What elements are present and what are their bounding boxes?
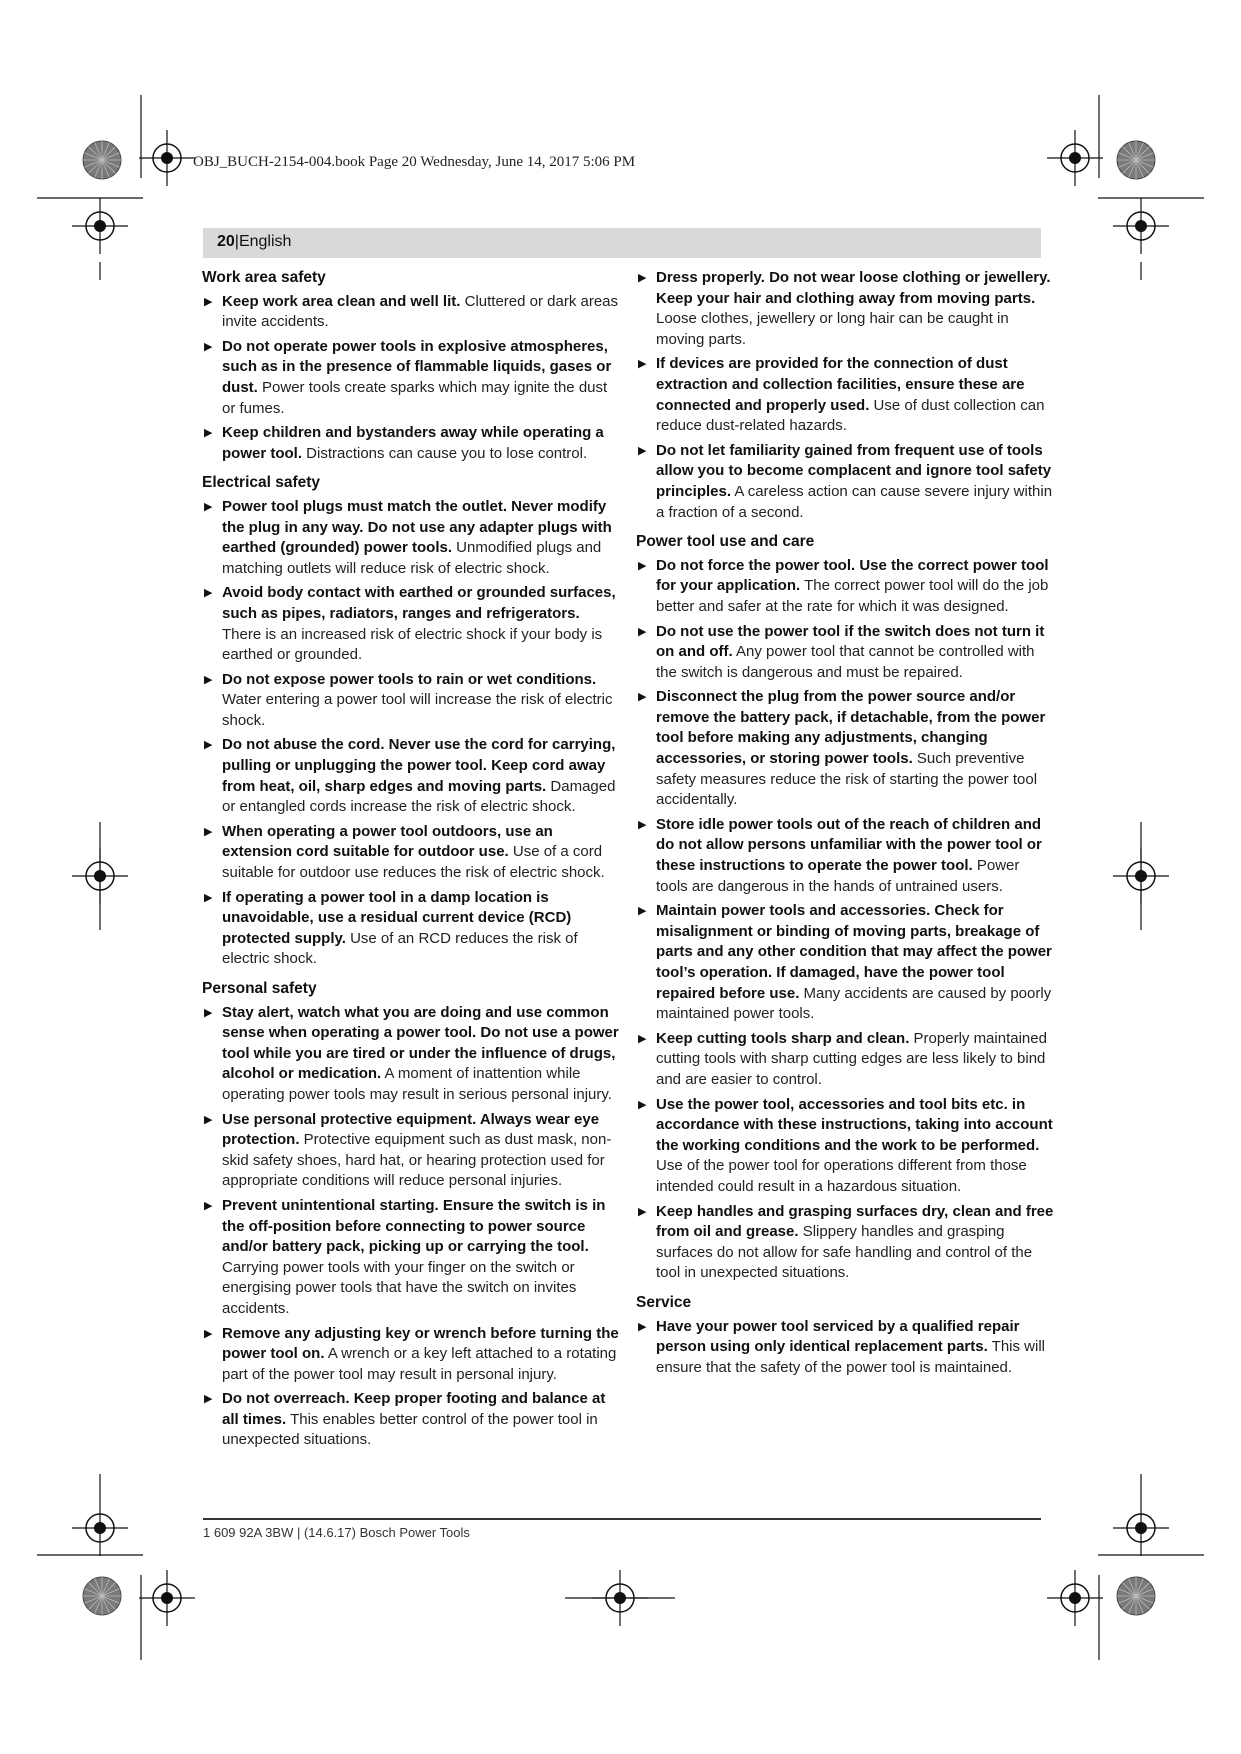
instruction-heading: Do not use the power tool if the switch does not turn it on and off. <box>656 622 1045 661</box>
bullet-arrow-icon: ▶ <box>638 1098 647 1111</box>
instruction-heading: Keep handles and grasping surfaces dry, clean and free from oil and grease. <box>656 1202 1054 1241</box>
instruction-explanation: A wrench or a key left attached to a rotating part of the power tool may result in personal injury. <box>222 1345 617 1383</box>
instruction-explanation: Power tools are dangerous in the hands of untrained users. <box>656 857 1020 895</box>
instruction-heading: Do not expose power tools to rain or wet conditions. <box>222 670 597 688</box>
instruction-heading: Keep children and bystanders away while operating a power tool. <box>222 424 604 462</box>
bullet-arrow-icon: ▶ <box>204 739 213 752</box>
bullet-arrow-icon: ▶ <box>204 825 213 838</box>
instruction-explanation: Carrying power tools with your finger on the switch or energising power tools that have the switch on invites accidents. <box>222 1258 577 1317</box>
instruction-explanation: This will ensure that the safety of the power tool is maintained. <box>656 1338 1045 1376</box>
safety-instruction <box>202 292 620 333</box>
safety-instruction <box>636 1029 1054 1091</box>
instruction-explanation: The correct power tool will do the job better and safer at the rate for which it was designed. <box>656 577 1049 615</box>
safety-instruction <box>636 1317 1054 1379</box>
right-column <box>636 268 1054 1382</box>
safety-instruction <box>202 1110 620 1192</box>
instruction-explanation: There is an increased risk of electric shock if your body is earthed or grounded. <box>222 625 603 664</box>
safety-instruction <box>202 583 620 665</box>
safety-instruction <box>202 670 620 732</box>
instruction-explanation: Loose clothes, jewellery or long hair can be caught in moving parts. <box>656 310 1009 348</box>
instruction-heading: Keep cutting tools sharp and clean. <box>656 1029 910 1047</box>
color-rosette-top-left <box>83 141 121 179</box>
safety-instruction <box>202 1389 620 1451</box>
safety-instruction <box>202 423 620 464</box>
registration-mark-left-upper <box>72 198 128 254</box>
registration-mark-top-right <box>1047 130 1103 186</box>
instruction-explanation: Use of an RCD reduces the risk of electric shock. <box>222 929 578 968</box>
safety-instruction <box>202 1324 620 1386</box>
instruction-heading: Use personal protective equipment. Always wear eye protection. <box>222 1110 600 1149</box>
bullet-arrow-icon: ▶ <box>204 1327 213 1340</box>
header-language: English <box>238 233 292 250</box>
instruction-heading: Dress properly. Do not wear loose clothing or jewellery. Keep your hair and clothing away from moving parts. <box>656 269 1051 307</box>
safety-instruction <box>636 354 1054 436</box>
safety-instruction <box>636 901 1054 1025</box>
instruction-explanation: Unmodified plugs and matching outlets will reduce risk of electric shock. <box>222 539 602 577</box>
bullet-arrow-icon: ▶ <box>638 559 647 572</box>
instruction-heading: Do not operate power tools in explosive atmospheres, such as in the presence of flammable liquids, gases or dust. <box>222 337 612 396</box>
safety-instruction <box>636 1202 1054 1284</box>
bullet-arrow-icon: ▶ <box>638 625 647 638</box>
registration-mark-bottom-left <box>139 1570 195 1626</box>
color-rosette-top-right <box>1117 141 1155 179</box>
bullet-arrow-icon: ▶ <box>638 272 647 284</box>
bullet-arrow-icon: ▶ <box>638 1320 647 1333</box>
bullet-arrow-icon: ▶ <box>638 358 647 371</box>
bullet-arrow-icon: ▶ <box>638 444 647 457</box>
registration-mark-bottom-right <box>1047 1570 1103 1626</box>
safety-instruction <box>636 687 1054 811</box>
instruction-explanation: A moment of inattention while operating power tools may result in serious personal injury. <box>222 1065 612 1103</box>
safety-instruction <box>202 1003 620 1106</box>
bullet-arrow-icon: ▶ <box>638 905 647 918</box>
bullet-arrow-icon: ▶ <box>204 1393 213 1406</box>
instruction-heading: Use the power tool, accessories and tool bits etc. in accordance with these instructions, taking into account the working conditions and the work to be performed. <box>656 1095 1053 1154</box>
section-title: Personal safety <box>202 980 317 997</box>
instruction-heading: Avoid body contact with earthed or grounded surfaces, such as pipes, radiators, ranges and refrigerators. <box>222 584 616 622</box>
bullet-arrow-icon: ▶ <box>638 1205 647 1218</box>
bullet-arrow-icon: ▶ <box>204 891 213 904</box>
page-header <box>217 233 291 251</box>
instruction-heading: When operating a power tool outdoors, use an extension cord suitable for outdoor use. <box>222 822 553 861</box>
instruction-explanation: Slippery handles and grasping surfaces do not allow for safe handling and control of the tool in unexpected situations. <box>656 1223 1033 1282</box>
instruction-explanation: Such preventive safety measures reduce the risk of starting the power tool accidentally. <box>656 750 1038 809</box>
instruction-explanation: This enables better control of the power tool in unexpected situations. <box>222 1410 598 1449</box>
instruction-heading: Stay alert, watch what you are doing and use common sense when operating a power tool. Do not use a power tool while you are tired or under the influence of drugs, alcohol or medication. <box>222 1003 619 1083</box>
registration-mark-top-left <box>139 130 195 186</box>
color-rosette-bottom-right <box>1117 1577 1155 1615</box>
bullet-arrow-icon: ▶ <box>204 673 213 686</box>
left-column <box>202 268 620 1455</box>
instruction-heading: Do not overreach. Keep proper footing and balance at all times. <box>222 1390 606 1428</box>
page-header-bar <box>203 228 1041 258</box>
safety-instruction <box>202 337 620 419</box>
safety-instruction <box>202 735 620 817</box>
safety-instruction <box>202 822 620 884</box>
safety-instruction <box>202 888 620 970</box>
instruction-explanation: Any power tool that cannot be controlled with the switch is dangerous and must be repaired. <box>656 643 1035 681</box>
footer-rule <box>203 1518 1041 1520</box>
bullet-arrow-icon: ▶ <box>204 1113 213 1126</box>
page-number: 20 <box>217 233 235 250</box>
color-rosette-bottom-left <box>83 1577 121 1615</box>
instruction-explanation: Cluttered or dark areas invite accidents. <box>222 292 619 331</box>
safety-instruction <box>636 556 1054 618</box>
instruction-explanation: Distractions can cause you to lose control. <box>302 444 588 462</box>
registration-mark-left-lower <box>72 1500 128 1556</box>
registration-mark-right-upper <box>1113 198 1169 254</box>
instruction-explanation: A careless action can cause severe injury within a fraction of a second. <box>656 482 1053 521</box>
instruction-explanation: Many accidents are caused by poorly maintained power tools. <box>656 984 1052 1023</box>
instruction-heading: Do not force the power tool. Use the correct power tool for your application. <box>656 556 1049 595</box>
safety-instruction <box>636 1095 1054 1198</box>
safety-instruction <box>636 268 1054 350</box>
safety-instruction <box>202 497 620 579</box>
instruction-explanation: Properly maintained cutting tools with sharp cutting edges are less likely to bind and are easier to control. <box>656 1029 1047 1088</box>
bullet-arrow-icon: ▶ <box>204 500 213 513</box>
page-footer: 1 609 92A 3BW | (14.6.17) Bosch Power Tools <box>203 1525 470 1540</box>
instruction-heading: Have your power tool serviced by a qualified repair person using only identical replacement parts. <box>656 1317 1020 1356</box>
bullet-arrow-icon: ▶ <box>204 1006 213 1019</box>
bullet-arrow-icon: ▶ <box>204 340 213 353</box>
instruction-heading: Keep work area clean and well lit. <box>222 292 461 310</box>
bullet-arrow-icon: ▶ <box>638 818 647 831</box>
instruction-explanation: Use of a cord suitable for outdoor use reduces the risk of electric shock. <box>222 843 605 882</box>
bullet-arrow-icon: ▶ <box>204 427 213 440</box>
bullet-arrow-icon: ▶ <box>204 1199 213 1212</box>
safety-instruction <box>636 815 1054 897</box>
instruction-explanation: Use of the power tool for operations different from those intended could result in a hazardous situation. <box>656 1157 1027 1195</box>
instruction-heading: Power tool plugs must match the outlet. Never modify the plug in any way. Do not use any adapter plugs with earthed (grounded) power tools. <box>222 497 612 557</box>
registration-mark-right-lower <box>1113 1500 1169 1556</box>
section-title: Service <box>636 1293 692 1311</box>
safety-instruction <box>636 441 1054 523</box>
instruction-heading: Do not let familiarity gained from frequent use of tools allow you to become complacent and ignore tool safety principles. <box>656 441 1052 500</box>
instruction-explanation: Use of dust collection can reduce dust-related hazards. <box>656 396 1045 435</box>
section-title: Power tool use and care <box>636 533 815 551</box>
instruction-heading: Do not abuse the cord. Never use the cord for carrying, pulling or unplugging the power tool. Keep cord away from heat, oil, sharp edges and moving parts. <box>222 736 616 795</box>
print-job-header: OBJ_BUCH-2154-004.book Page 20 Wednesday, June 14, 2017 5:06 PM <box>193 154 636 170</box>
instruction-explanation: Damaged or entangled cords increase the risk of electric shock. <box>222 777 616 816</box>
instruction-heading: Maintain power tools and accessories. Check for misalignment or binding of moving parts, breakage of parts and any other condition that may affect the power tool’s operation. If damaged, have the power tool repaired before use. <box>656 902 1052 1002</box>
instruction-heading: Disconnect the plug from the power source and/or remove the battery pack, if detachable, from the power tool before making any adjustments, changing accessories, or storing power tools. <box>656 688 1046 768</box>
instruction-heading: If operating a power tool in a damp location is unavoidable, use a residual current device (RCD) protected supply. <box>222 888 572 947</box>
instruction-heading: Remove any adjusting key or wrench before turning the power tool on. <box>222 1324 619 1363</box>
instruction-explanation: Protective equipment such as dust mask, non-skid safety shoes, hard hat, or hearing protection used for appropriate conditions will reduce personal injuries. <box>222 1131 612 1190</box>
section-title: Work area safety <box>202 269 326 286</box>
instruction-explanation: Water entering a power tool will increase the risk of electric shock. <box>222 691 613 729</box>
bullet-arrow-icon: ▶ <box>638 691 647 704</box>
header-separator: | <box>234 233 239 250</box>
instruction-heading: If devices are provided for the connection of dust extraction and collection facilities, ensure these are connected and properly used. <box>656 355 1025 414</box>
safety-instruction <box>202 1196 620 1320</box>
safety-instruction <box>636 622 1054 684</box>
bullet-arrow-icon: ▶ <box>204 587 213 600</box>
bullet-arrow-icon: ▶ <box>638 1032 647 1045</box>
section-title: Electrical safety <box>202 474 321 492</box>
instruction-heading: Store idle power tools out of the reach of children and do not allow persons unfamiliar with the power tool or these instructions to operate the power tool. <box>656 815 1042 875</box>
instruction-explanation: Power tools create sparks which may ignite the dust or fumes. <box>222 378 608 417</box>
instruction-heading: Prevent unintentional starting. Ensure the switch is in the off-position before connecting to power source and/or battery pack, picking up or carrying the tool. <box>222 1196 606 1256</box>
bullet-arrow-icon: ▶ <box>204 295 213 308</box>
